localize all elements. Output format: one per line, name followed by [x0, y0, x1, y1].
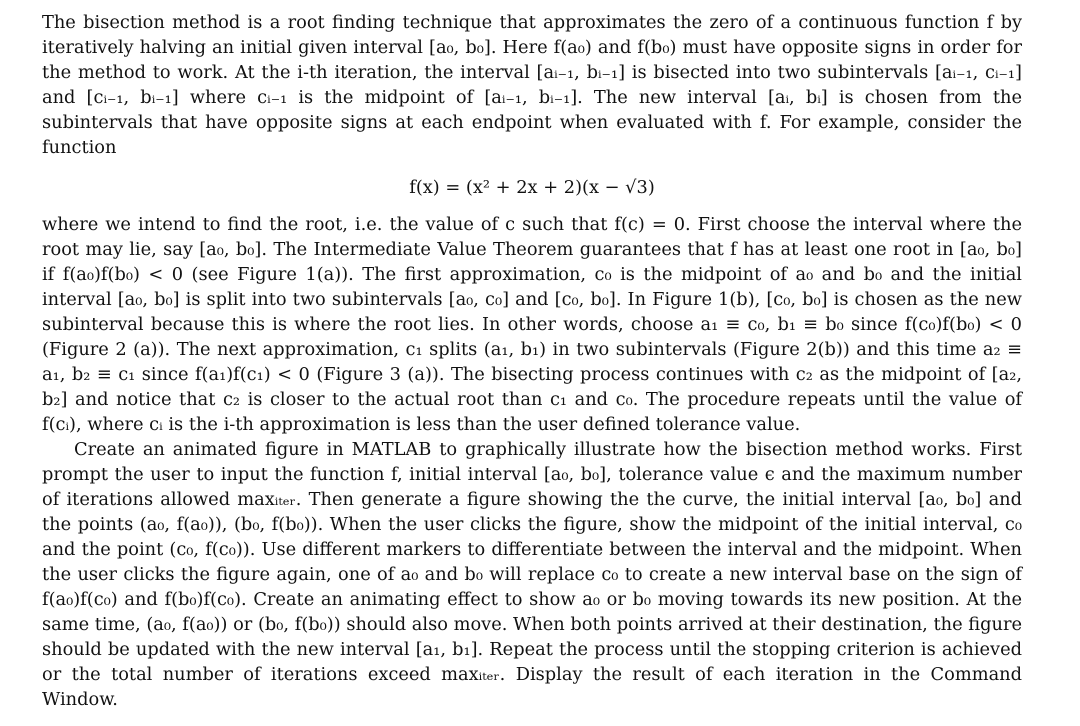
paragraph-bisection-intro: The bisection method is a root finding technique that approximates the zero of a continuous function f by iteratively halving an initial given interval [a₀, b₀]. Here f(a₀) and f(b₀) must have opposite signs in order for the method to work. At the i-th iteration, the interval [aᵢ₋₁, bᵢ₋₁] is bisected into two subintervals [aᵢ₋₁, cᵢ₋₁] and [cᵢ₋₁, bᵢ₋₁] where cᵢ₋₁ is the midpoint of [aᵢ₋₁, bᵢ₋₁]. The new interval [aᵢ, bᵢ] is chosen from the subintervals that have opposite signs at each endpoint when evaluated with f. For example, consider the function [42, 12, 1022, 158]
paragraph-bisection-example: where we intend to find the root, i.e. the value of c such that f(c) = 0. First choose the interval where the root may lie, say [a₀, b₀]. The Intermediate Value Theorem guarantees that f has at least one root in [a₀, b₀] if f(a₀)f(b₀) < 0 (see Figure 1(a)). The first approximation, c₀ is the midpoint of a₀ and b₀ and the initial interval [a₀, b₀] is split into two subintervals [a₀, c₀] and [c₀, b₀]. In Figure 1(b), [c₀, b₀] is chosen as the new subinterval because this is where the root lies. In other words, choose a₁ ≡ c₀, b₁ ≡ b₀ since f(c₀)f(b₀) < 0 (Figure 2 (a)). The next approximation, c₁ splits (a₁, b₁) in two subintervals (Figure 2(b)) and this time a₂ ≡ a₁, b₂ ≡ c₁ since f(a₁)f(c₁) < 0 (Figure 3 (a)). The bisecting process continues with c₂ as the midpoint of [a₂, b₂] and notice that c₂ is closer to the actual root than c₁ and c₀. The procedure repeats until the value of f(cᵢ), where cᵢ is the i-th approximation is less than the user defined tolerance value. [42, 214, 1022, 435]
paragraph-matlab-task: Create an animated figure in MATLAB to graphically illustrate how the bisection method works. First prompt the user to input the function f, initial interval [a₀, b₀], tolerance value ϵ and the maximum number of iterations allowed maxᵢₜₑᵣ. Then generate a figure showing the the curve, the initial interval [a₀, b₀] and the points (a₀, f(a₀)), (b₀, f(b₀)). When the user clicks the figure, show the midpoint of the initial interval, c₀ and the point (c₀, f(c₀)). Use different markers to differentiate between the interval and the midpoint. When the user clicks the figure again, one of a₀ and b₀ will replace c₀ to create a new interval base on the sign of f(a₀)f(c₀) and f(b₀)f(c₀). Create an animating effect to show a₀ or b₀ moving towards its new position. At the same time, (a₀, f(a₀)) or (b₀, f(b₀)) should also move. When both points arrived at their destination, the figure should be updated with the new interval [a₁, b₁]. Repeat the process until the stopping criterion is achieved or the total number of iterations exceed maxᵢₜₑᵣ. Display the result of each iteration in the Command Window. [42, 439, 1022, 710]
equation-example-function: f(x) = (x² + 2x + 2)(x − √3) [409, 177, 655, 198]
